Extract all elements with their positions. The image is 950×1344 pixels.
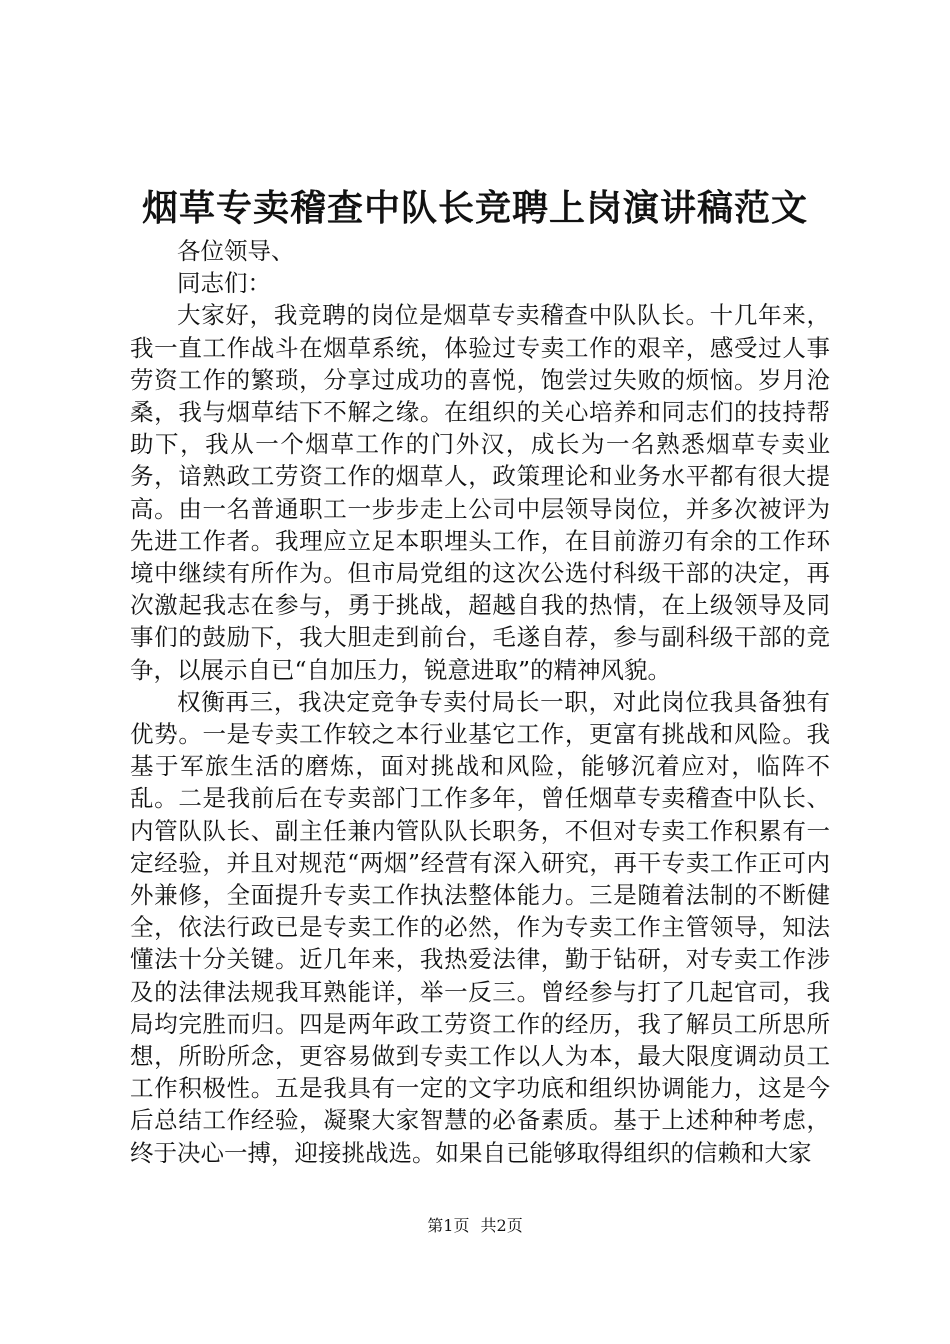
page-number-current: 第1页 (427, 1216, 470, 1235)
salutation-line-2: 同志们： (177, 269, 271, 298)
document-body (130, 235, 830, 1169)
page-number-total: 共2页 (480, 1216, 523, 1235)
salutation-line-1: 各位领导、 (177, 237, 295, 265)
body-paragraph-2: 权衡再三，我决定竞争专卖付局长一职，对此岗位我具备独有优势。一是专卖工作较之本行业基它工作，更富有挑战和风险。我基于军旅生活的磨炼，面对挑战和风险，能够沉着应对，临阵不乱。二是我前后在专卖部门工作多年，曾任烟草专卖稽查中队长、内管队队长、副主任兼内管队队长职务，不但对专卖工作积累有一定经验，并且对规范“两烟”经营有深入研究，再干专卖工作正可内外兼修，全面提升专卖工作执法整体能力。三是随着法制的不断健全，依法行政已是专卖工作的必然，作为专卖工作主管领导，知法懂法十分关键。近几年来，我热爱法律，勤于钻研，对专卖工作涉及的法律法规我耳熟能详，举一反三。曾经参与打了几起官司，我局均完胜而归。四是两年政工劳资工作的经历，我了解员工所思所想，所盼所念，更容易做到专卖工作以人为本，最大限度调动员工工作积极性。五是我具有一定的文字功底和组织协调能力，这是今后总结工作经验，凝聚大家智慧的必备素质。基于上述种种考虑，终于决心一搏，迎接挑战选。如果自已能够取得组织的信赖和大家 (130, 687, 830, 1167)
body-paragraph-1: 大家好，我竞聘的岗位是烟草专卖稽查中队队长。十几年来，我一直工作战斗在烟草系统，体验过专卖工作的艰辛，感受过人事劳资工作的繁琐，分享过成功的喜悦，饱尝过失败的烦恼。岁月沧桑，我与烟草结下不解之缘。在组织的关心培养和同志们的技持帮助下，我从一个烟草工作的门外汉，成长为一名熟悉烟草专卖业务，谙熟政工劳资工作的烟草人，政策理论和业务水平都有很大提高。由一名普通职工一步步走上公司中层领导岗位，并多次被评为先进工作者。我理应立足本职埋头工作，在目前游刃有余的工作环境中继续有所作为。但市局党组的这次公选付科级干部的决定，再次激起我志在参与，勇于挑战，超越自我的热情，在上级领导及同事们的鼓励下，我大胆走到前台，毛遂自荐，参与副科级干部的竞争，以展示自已“自加压力，锐意进取”的精神风貌。 (130, 301, 830, 684)
page-footer (0, 1214, 950, 1238)
document-title: 烟草专卖稽查中队长竞聘上岗演讲稿范文 (141, 187, 808, 229)
